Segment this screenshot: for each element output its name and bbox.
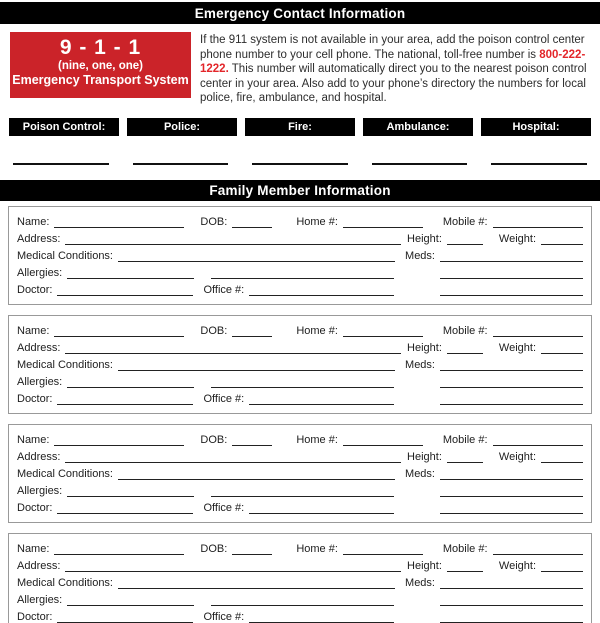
- ambulance-fill-line: [372, 163, 468, 165]
- name-fill-line: [54, 215, 184, 228]
- name-fill-line: [54, 433, 184, 446]
- medical-conditions-label: Medical Conditions:: [17, 467, 113, 480]
- fire-label: Fire:: [245, 118, 355, 136]
- mobile-phone-fill-line: [493, 542, 583, 555]
- height-label: Height:: [407, 450, 442, 463]
- dob-fill-line: [232, 542, 272, 555]
- hospital-label: Hospital:: [481, 118, 591, 136]
- name-fill-line: [54, 542, 184, 555]
- poison-control-phone-number: 800-222-1222.: [200, 48, 586, 76]
- home-phone-label: Home #:: [296, 433, 338, 446]
- height-fill-line: [447, 341, 483, 354]
- family-member-card: [8, 424, 592, 523]
- office-phone-label: Office #:: [203, 610, 245, 623]
- doctor-row: [17, 280, 583, 297]
- weight-label: Weight:: [498, 559, 536, 572]
- doctor-row: [17, 389, 583, 406]
- allergies-row: [17, 481, 583, 498]
- medical-conditions-row: [17, 355, 583, 372]
- emergency-system-label: Emergency Transport System: [12, 73, 189, 87]
- weight-label: Weight:: [498, 341, 536, 354]
- emergency-info-section: [10, 32, 590, 106]
- office-phone-label: Office #:: [203, 501, 245, 514]
- home-phone-fill-line: [343, 215, 423, 228]
- height-fill-line: [447, 559, 483, 572]
- medical-conditions-label: Medical Conditions:: [17, 249, 113, 262]
- doctor-fill-line: [57, 392, 193, 405]
- doctor-label: Doctor:: [17, 283, 53, 296]
- mobile-phone-fill-line: [493, 324, 583, 337]
- dob-fill-line: [232, 433, 272, 446]
- dob-label: DOB:: [200, 215, 228, 228]
- office-phone-fill-line: [249, 392, 394, 405]
- address-fill-line: [65, 450, 401, 463]
- allergies-row: [17, 263, 583, 280]
- medical-conditions-row: [17, 246, 583, 263]
- call-911-panel: [10, 32, 191, 98]
- weight-label: Weight:: [498, 450, 536, 463]
- address-fill-line: [65, 559, 401, 572]
- emergency-contact-header: Emergency Contact Information: [0, 2, 600, 24]
- meds-label: Meds:: [405, 358, 435, 371]
- weight-fill-line: [541, 341, 583, 354]
- office-phone-fill-line: [249, 283, 394, 296]
- hospital-fill-line: [491, 163, 587, 165]
- fire-fill-line: [252, 163, 348, 165]
- address-label: Address:: [17, 450, 61, 463]
- name-label: Name:: [17, 215, 50, 228]
- weight-fill-line: [541, 559, 583, 572]
- doctor-fill-line: [57, 283, 193, 296]
- emergency-number-words: (nine, one, one): [58, 60, 143, 72]
- meds-fill-line: [440, 467, 583, 480]
- meds-fill-line: [440, 249, 583, 262]
- medical-conditions-row: [17, 464, 583, 481]
- family-member-header: Family Member Information: [0, 180, 600, 201]
- allergies-fill-line-2: [211, 375, 394, 388]
- office-phone-fill-line: [249, 501, 394, 514]
- mobile-phone-fill-line: [493, 215, 583, 228]
- medical-conditions-label: Medical Conditions:: [17, 358, 113, 371]
- allergies-fill-line: [67, 266, 194, 279]
- doctor-fill-line: [57, 610, 193, 623]
- address-row: [17, 229, 583, 246]
- address-label: Address:: [17, 341, 61, 354]
- office-phone-label: Office #:: [203, 283, 245, 296]
- poison-control-fill-line: [13, 163, 109, 165]
- name-label: Name:: [17, 433, 50, 446]
- allergies-label: Allergies:: [17, 375, 63, 388]
- home-phone-label: Home #:: [296, 542, 338, 555]
- allergies-fill-line-2: [211, 593, 394, 606]
- medical-conditions-fill-line: [118, 576, 395, 589]
- allergies-label: Allergies:: [17, 266, 63, 279]
- mobile-phone-label: Mobile #:: [442, 433, 488, 446]
- home-phone-fill-line: [343, 542, 423, 555]
- meds-fill-line-3: [440, 392, 583, 405]
- instructions-text-after: This number will automatically direct you to the nearest poison control center in your area. Also add to your phone’s directory the numbers for local police, fire, ambulance, and hospital.: [200, 63, 587, 105]
- meds-label: Meds:: [405, 576, 435, 589]
- police-fill-line: [133, 163, 229, 165]
- family-member-card: [8, 533, 592, 623]
- address-label: Address:: [17, 559, 61, 572]
- name-row: [17, 321, 583, 338]
- name-row: [17, 430, 583, 447]
- dob-label: DOB:: [200, 324, 228, 337]
- doctor-fill-line: [57, 501, 193, 514]
- meds-fill-line-2: [440, 266, 583, 279]
- family-member-card: [8, 206, 592, 305]
- dob-fill-line: [232, 324, 272, 337]
- medical-conditions-label: Medical Conditions:: [17, 576, 113, 589]
- dob-label: DOB:: [200, 542, 228, 555]
- family-member-card: [8, 315, 592, 414]
- home-phone-fill-line: [343, 433, 423, 446]
- emergency-number: 9 - 1 - 1: [59, 36, 142, 59]
- instructions-text-before: If the 911 system is not available in your area, add the poison control center phone number to your cell phone. The national, toll-free number is: [200, 34, 585, 61]
- name-row: [17, 539, 583, 556]
- meds-fill-line: [440, 358, 583, 371]
- height-label: Height:: [407, 341, 442, 354]
- dob-fill-line: [232, 215, 272, 228]
- address-row: [17, 556, 583, 573]
- mobile-phone-label: Mobile #:: [442, 542, 488, 555]
- doctor-label: Doctor:: [17, 501, 53, 514]
- doctor-label: Doctor:: [17, 392, 53, 405]
- doctor-row: [17, 607, 583, 623]
- allergies-label: Allergies:: [17, 484, 63, 497]
- medical-conditions-fill-line: [118, 467, 395, 480]
- mobile-phone-label: Mobile #:: [442, 215, 488, 228]
- allergies-fill-line: [67, 593, 194, 606]
- doctor-row: [17, 498, 583, 515]
- medical-conditions-fill-line: [118, 358, 395, 371]
- address-fill-line: [65, 341, 401, 354]
- meds-fill-line-3: [440, 610, 583, 623]
- medical-conditions-fill-line: [118, 249, 395, 262]
- meds-fill-line-2: [440, 593, 583, 606]
- allergies-fill-line-2: [211, 266, 394, 279]
- police-label: Police:: [127, 118, 237, 136]
- allergies-row: [17, 590, 583, 607]
- weight-fill-line: [541, 450, 583, 463]
- emergency-contacts-labels: [9, 118, 591, 136]
- home-phone-fill-line: [343, 324, 423, 337]
- mobile-phone-label: Mobile #:: [442, 324, 488, 337]
- height-fill-line: [447, 450, 483, 463]
- meds-label: Meds:: [405, 249, 435, 262]
- weight-fill-line: [541, 232, 583, 245]
- name-row: [17, 212, 583, 229]
- meds-fill-line-3: [440, 283, 583, 296]
- home-phone-label: Home #:: [296, 215, 338, 228]
- allergies-row: [17, 372, 583, 389]
- home-phone-label: Home #:: [296, 324, 338, 337]
- allergies-fill-line: [67, 484, 194, 497]
- dob-label: DOB:: [200, 433, 228, 446]
- meds-fill-line-3: [440, 501, 583, 514]
- allergies-label: Allergies:: [17, 593, 63, 606]
- weight-label: Weight:: [498, 232, 536, 245]
- allergies-fill-line: [67, 375, 194, 388]
- meds-fill-line-2: [440, 484, 583, 497]
- address-fill-line: [65, 232, 401, 245]
- medical-conditions-row: [17, 573, 583, 590]
- height-fill-line: [447, 232, 483, 245]
- poison-control-label: Poison Control:: [9, 118, 119, 136]
- meds-label: Meds:: [405, 467, 435, 480]
- office-phone-label: Office #:: [203, 392, 245, 405]
- name-label: Name:: [17, 542, 50, 555]
- poison-control-instructions: [200, 32, 590, 106]
- emergency-contacts-write-in-lines: [13, 163, 587, 165]
- height-label: Height:: [407, 232, 442, 245]
- allergies-fill-line-2: [211, 484, 394, 497]
- address-label: Address:: [17, 232, 61, 245]
- address-row: [17, 338, 583, 355]
- family-member-cards: [8, 206, 592, 623]
- address-row: [17, 447, 583, 464]
- name-fill-line: [54, 324, 184, 337]
- ambulance-label: Ambulance:: [363, 118, 473, 136]
- meds-fill-line-2: [440, 375, 583, 388]
- doctor-label: Doctor:: [17, 610, 53, 623]
- office-phone-fill-line: [249, 610, 394, 623]
- meds-fill-line: [440, 576, 583, 589]
- name-label: Name:: [17, 324, 50, 337]
- height-label: Height:: [407, 559, 442, 572]
- mobile-phone-fill-line: [493, 433, 583, 446]
